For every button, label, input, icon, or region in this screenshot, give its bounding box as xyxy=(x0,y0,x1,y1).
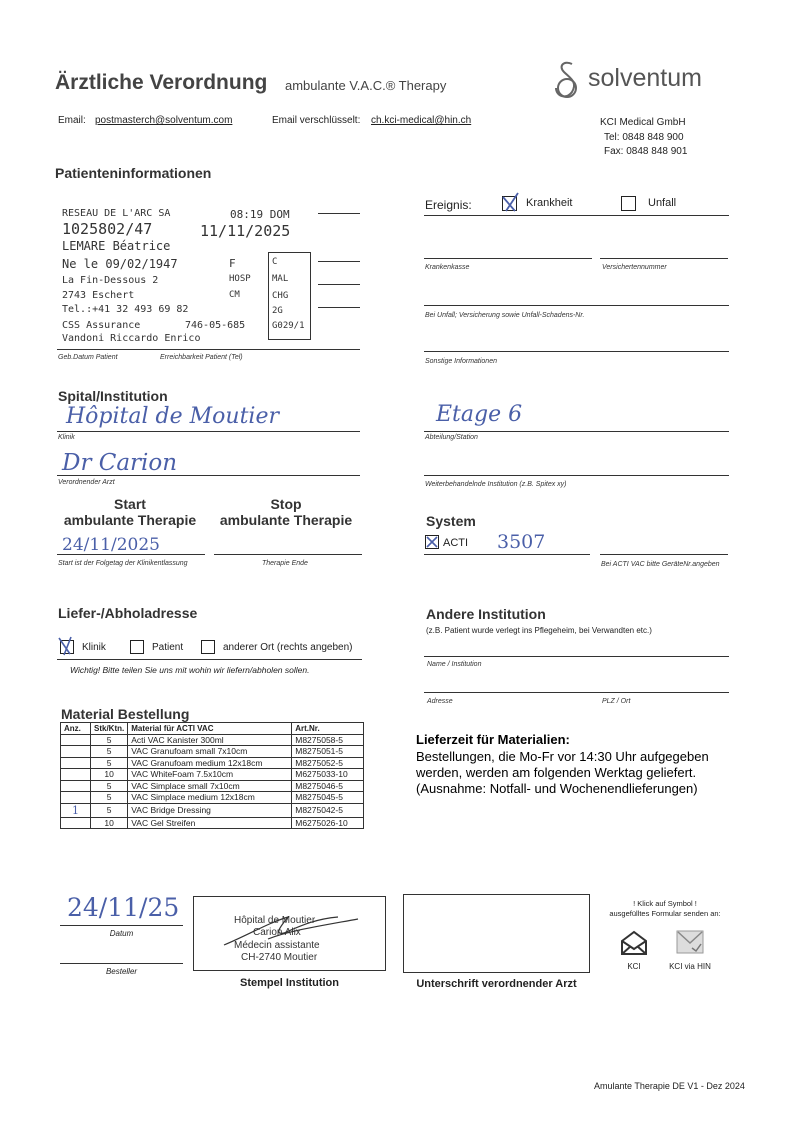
stamp-line-3: Médecin assistante xyxy=(234,940,320,951)
krankheit-label: Krankheit xyxy=(526,197,573,209)
signature-date-label: Datum xyxy=(109,929,134,938)
table-row xyxy=(61,792,364,804)
col-stk: Stk/Ktn. xyxy=(91,723,128,735)
anz-cell[interactable] xyxy=(61,757,91,769)
check-mark-icon xyxy=(498,189,524,215)
stk-cell: 5 xyxy=(91,803,128,817)
kci-mail-icon[interactable] xyxy=(620,930,648,956)
sticker-line1-right: 08:19 DOM xyxy=(230,208,290,221)
col-anz: Anz. xyxy=(61,723,91,735)
stamp-line-4: CH-2740 Moutier xyxy=(241,952,318,963)
sticker-line6-left: 2743 Eschert xyxy=(62,290,135,301)
col-material: Material für ACTI VAC xyxy=(128,723,292,735)
sticker-code: G029/1 xyxy=(272,321,305,331)
table-row xyxy=(61,757,364,769)
patient-delivery-label: Patient xyxy=(152,642,184,653)
artnr-cell: M6275033-10 xyxy=(292,769,364,781)
page-title: Ärztliche Verordnung xyxy=(55,71,268,94)
krankenkasse-label: Krankenkasse xyxy=(425,264,470,271)
unfall-versicherung-label: Bei Unfall; Versicherung sowie Unfall-Schadens-Nr. xyxy=(425,312,585,319)
sticker-line3: LEMARE Béatrice xyxy=(62,239,171,253)
kci-label: KCI xyxy=(627,962,641,971)
klinik-delivery-label: Klinik xyxy=(82,642,106,653)
stamp-line-2: Carion Alix xyxy=(253,927,301,938)
acti-label: ACTI xyxy=(443,537,469,549)
check-mark-icon xyxy=(56,634,76,658)
delivery-time-title: Lieferzeit für Materialien: xyxy=(416,732,570,747)
sticker-line1-left: RESEAU DE L'ARC SA xyxy=(62,208,171,219)
page-subtitle: ambulante V.A.C.® Therapy xyxy=(285,78,447,93)
unfall-label: Unfall xyxy=(648,197,677,209)
patient-section-title: Patienteninformationen xyxy=(55,165,212,181)
event-label: Ereignis: xyxy=(425,198,472,212)
footer-version: Amulante Therapie DE V1 - Dez 2024 xyxy=(594,1081,745,1091)
table-row xyxy=(61,803,364,817)
company-fax: Fax: 0848 848 901 xyxy=(604,146,688,157)
artnr-cell: M8275045-5 xyxy=(292,792,364,804)
weiterbehandelnde-label: Weiterbehandelnde Institution (z.B. Spitex xy) xyxy=(425,481,567,488)
sticker-line6-mid: CM xyxy=(229,290,240,300)
anz-cell[interactable] xyxy=(61,746,91,758)
arzt-value: Dr Carion xyxy=(62,450,178,476)
plz-ort-label: PLZ / Ort xyxy=(602,698,631,705)
device-number-value: 3507 xyxy=(497,531,546,553)
material-cell: VAC Granufoam small 7x10cm xyxy=(128,746,292,758)
geb-datum-label: Geb.Datum Patient xyxy=(58,354,118,361)
sticker-line2-left: 1025802/47 xyxy=(62,220,153,238)
unfall-checkbox[interactable] xyxy=(621,196,636,211)
material-cell: VAC Gel Streifen xyxy=(128,817,292,829)
signature-date-value: 24/11/25 xyxy=(67,893,180,922)
sticker-code: CHG xyxy=(272,291,289,301)
arzt-label: Verordnender Arzt xyxy=(58,479,115,486)
other-delivery-checkbox[interactable] xyxy=(201,640,215,654)
material-cell: VAC WhiteFoam 7.5x10cm xyxy=(128,769,292,781)
material-cell: Acti VAC Kanister 300ml xyxy=(128,734,292,746)
adresse-label: Adresse xyxy=(427,698,453,705)
stk-cell: 10 xyxy=(91,817,128,829)
send-hint-1: ! Klick auf Symbol ! xyxy=(633,899,697,908)
stk-cell: 5 xyxy=(91,734,128,746)
sticker-line4-left: Ne le 09/02/1947 xyxy=(62,257,178,271)
material-cell: VAC Simplace small 7x10cm xyxy=(128,780,292,792)
doctor-signature-label: Unterschrift verordnender Arzt xyxy=(416,978,577,990)
material-cell: VAC Bridge Dressing xyxy=(128,803,292,817)
klinik-value: Hôpital de Moutier xyxy=(66,404,279,429)
stk-cell: 5 xyxy=(91,757,128,769)
anz-cell[interactable] xyxy=(61,780,91,792)
stamp-line-1: Hôpital de Moutier xyxy=(234,915,316,926)
anz-cell[interactable] xyxy=(61,792,91,804)
material-table xyxy=(60,722,364,829)
anz-cell[interactable] xyxy=(61,817,91,829)
start-date-label: Start ist der Folgetag der Klinikentlassung xyxy=(58,560,188,567)
name-institution-label: Name / Institution xyxy=(427,661,482,668)
solventum-logo-icon xyxy=(552,58,582,102)
table-row xyxy=(61,817,364,829)
stk-cell: 5 xyxy=(91,746,128,758)
doctor-signature-box[interactable] xyxy=(403,894,590,973)
stk-cell: 10 xyxy=(91,769,128,781)
abteilung-label: Abteilung/Station xyxy=(425,434,478,441)
other-institution-title: Andere Institution xyxy=(426,606,546,622)
sticker-line5-mid: HOSP xyxy=(229,274,251,284)
table-row xyxy=(61,769,364,781)
table-row xyxy=(61,780,364,792)
erreichbarkeit-label: Erreichbarkeit Patient (Tel) xyxy=(160,354,243,361)
system-title: System xyxy=(426,513,476,529)
email-link[interactable]: postmasterch@solventum.com xyxy=(95,115,233,126)
delivery-time-text-1: Bestellungen, die Mo-Fr vor 14:30 Uhr aufgegeben xyxy=(416,749,709,764)
patient-delivery-checkbox[interactable] xyxy=(130,640,144,654)
sticker-line2-right: 11/11/2025 xyxy=(200,222,291,240)
stop-heading-2: ambulante Therapie xyxy=(219,512,353,528)
stop-heading-1: Stop xyxy=(270,496,302,512)
email-label: Email: xyxy=(58,115,86,126)
table-row xyxy=(61,734,364,746)
company-tel: Tel: 0848 848 900 xyxy=(604,132,684,143)
email-encrypted-label: Email verschlüsselt: xyxy=(272,115,361,126)
abteilung-value: Etage 6 xyxy=(436,402,523,427)
sonstige-info-label: Sonstige Informationen xyxy=(425,358,497,365)
sticker-line8-left: CSS Assurance xyxy=(62,320,141,331)
versichertennummer-label: Versichertennummer xyxy=(602,264,667,271)
material-cell: VAC Simplace medium 12x18cm xyxy=(128,792,292,804)
sticker-code: 2G xyxy=(272,306,283,316)
email-encrypted-link[interactable]: ch.kci-medical@hin.ch xyxy=(371,115,472,126)
sticker-line5-left: La Fin-Dessous 2 xyxy=(62,275,159,286)
delivery-time-text-2: werden, werden am folgenden Werktag geliefert. xyxy=(416,765,697,780)
brand-name: solventum xyxy=(588,64,702,92)
delivery-note: Wichtig! Bitte teilen Sie uns mit wohin wir liefern/abholen sollen. xyxy=(70,665,310,675)
other-delivery-label: anderer Ort (rechts angeben) xyxy=(223,642,353,653)
sticker-line4-mid: F xyxy=(229,257,236,270)
sticker-line7: Tel.:+41 32 493 69 82 xyxy=(62,304,189,315)
delivery-title: Liefer-/Abholadresse xyxy=(58,605,198,621)
table-header-row xyxy=(61,723,364,735)
company-name: KCI Medical GmbH xyxy=(600,117,686,128)
sticker-line9: Vandoni Riccardo Enrico xyxy=(62,333,201,344)
artnr-cell: M8275046-5 xyxy=(292,780,364,792)
sticker-code: C xyxy=(272,257,278,267)
sticker-code: MAL xyxy=(272,274,289,284)
sticker-code-box xyxy=(268,252,311,340)
other-institution-subtitle: (z.B. Patient wurde verlegt ins Pflegeheim, bei Verwandten etc.) xyxy=(426,626,652,635)
delivery-time-text-3: (Ausnahme: Notfall- und Wochenendlieferungen) xyxy=(416,781,698,796)
start-date-value: 24/11/2025 xyxy=(62,535,160,555)
artnr-cell: M8275058-5 xyxy=(292,734,364,746)
send-hint-2: ausgefülltes Formular senden an: xyxy=(609,909,721,918)
handwritten-signature-icon xyxy=(218,905,368,955)
stk-cell: 5 xyxy=(91,792,128,804)
kci-hin-label: KCI via HIN xyxy=(669,962,711,971)
therapy-end-label: Therapie Ende xyxy=(262,560,308,567)
col-artnr: Art.Nr. xyxy=(292,723,364,735)
material-title: Material Bestellung xyxy=(61,706,190,722)
stk-cell: 5 xyxy=(91,780,128,792)
anz-cell[interactable] xyxy=(61,769,91,781)
besteller-label: Besteller xyxy=(105,967,138,976)
anz-cell[interactable] xyxy=(61,734,91,746)
stamp-institution-label: Stempel Institution xyxy=(240,977,339,989)
institution-section-title: Spital/Institution xyxy=(58,388,168,404)
table-row xyxy=(61,746,364,758)
kci-hin-mail-icon[interactable] xyxy=(676,930,704,954)
artnr-cell: M8275051-5 xyxy=(292,746,364,758)
anz-cell[interactable]: 1 xyxy=(61,803,91,817)
device-number-hint: Bei ACTI VAC bitte GeräteNr.angeben xyxy=(601,561,720,568)
material-cell: VAC Granufoam medium 12x18cm xyxy=(128,757,292,769)
artnr-cell: M6275026-10 xyxy=(292,817,364,829)
klinik-label: Klinik xyxy=(58,434,75,441)
artnr-cell: M8275052-5 xyxy=(292,757,364,769)
sticker-line8-mid: 746-05-685 xyxy=(185,320,246,331)
check-mark-icon xyxy=(425,535,439,549)
artnr-cell: M8275042-5 xyxy=(292,803,364,817)
start-heading-1: Start xyxy=(114,496,146,512)
start-heading-2: ambulante Therapie xyxy=(63,512,197,528)
